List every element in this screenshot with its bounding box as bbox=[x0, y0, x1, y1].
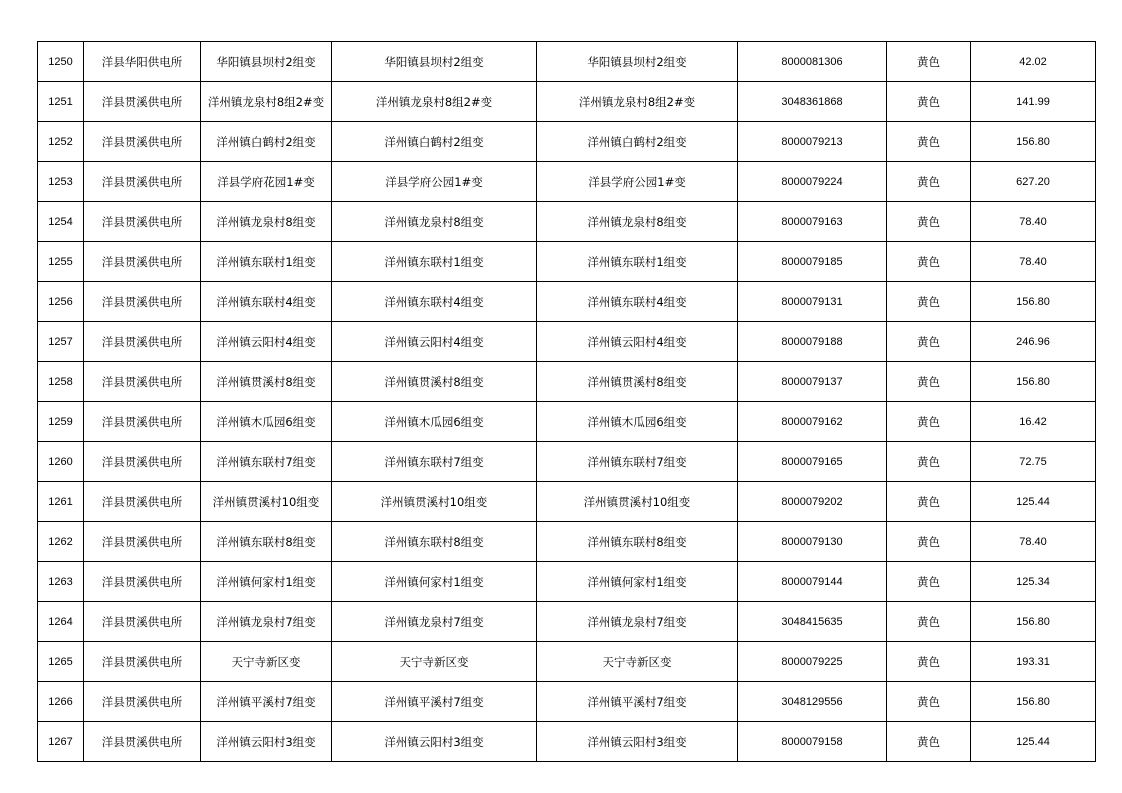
cell-line: 洋州镇何家村1组变 bbox=[332, 562, 537, 602]
cell-station: 洋县贯溪供电所 bbox=[84, 442, 201, 482]
cell-location: 洋州镇东联村7组变 bbox=[537, 442, 738, 482]
table-row bbox=[38, 402, 1096, 442]
cell-value: 193.31 bbox=[971, 642, 1096, 682]
cell-line: 洋州镇白鹤村2组变 bbox=[332, 122, 537, 162]
cell-location: 华阳镇县坝村2组变 bbox=[537, 42, 738, 82]
cell-value: 627.20 bbox=[971, 162, 1096, 202]
cell-location: 洋州镇贯溪村10组变 bbox=[537, 482, 738, 522]
cell-code: 8000079158 bbox=[738, 722, 887, 762]
cell-station: 洋县贯溪供电所 bbox=[84, 642, 201, 682]
cell-value: 246.96 bbox=[971, 322, 1096, 362]
cell-value: 78.40 bbox=[971, 242, 1096, 282]
table-row bbox=[38, 442, 1096, 482]
cell-transformer: 洋州镇平溪村7组变 bbox=[201, 682, 332, 722]
cell-level: 黄色 bbox=[887, 482, 971, 522]
table-row bbox=[38, 42, 1096, 82]
cell-transformer: 洋州镇龙泉村8组2#变 bbox=[201, 82, 332, 122]
cell-level: 黄色 bbox=[887, 562, 971, 602]
cell-seq: 1259 bbox=[38, 402, 84, 442]
cell-line: 洋州镇龙泉村7组变 bbox=[332, 602, 537, 642]
cell-seq: 1263 bbox=[38, 562, 84, 602]
cell-location: 天宁寺新区变 bbox=[537, 642, 738, 682]
cell-level: 黄色 bbox=[887, 722, 971, 762]
table-row bbox=[38, 202, 1096, 242]
cell-code: 8000079137 bbox=[738, 362, 887, 402]
cell-level: 黄色 bbox=[887, 242, 971, 282]
cell-station: 洋县贯溪供电所 bbox=[84, 242, 201, 282]
cell-location: 洋州镇东联村4组变 bbox=[537, 282, 738, 322]
cell-value: 78.40 bbox=[971, 202, 1096, 242]
cell-station: 洋县贯溪供电所 bbox=[84, 82, 201, 122]
cell-code: 8000081306 bbox=[738, 42, 887, 82]
cell-location: 洋州镇东联村8组变 bbox=[537, 522, 738, 562]
table-row bbox=[38, 522, 1096, 562]
table-row bbox=[38, 482, 1096, 522]
cell-station: 洋县贯溪供电所 bbox=[84, 482, 201, 522]
table-row bbox=[38, 642, 1096, 682]
cell-code: 8000079202 bbox=[738, 482, 887, 522]
cell-code: 8000079130 bbox=[738, 522, 887, 562]
cell-transformer: 洋州镇贯溪村8组变 bbox=[201, 362, 332, 402]
cell-seq: 1252 bbox=[38, 122, 84, 162]
cell-level: 黄色 bbox=[887, 162, 971, 202]
cell-line: 天宁寺新区变 bbox=[332, 642, 537, 682]
cell-code: 8000079224 bbox=[738, 162, 887, 202]
cell-transformer: 洋州镇东联村4组变 bbox=[201, 282, 332, 322]
cell-station: 洋县贯溪供电所 bbox=[84, 562, 201, 602]
cell-level: 黄色 bbox=[887, 602, 971, 642]
cell-code: 8000079213 bbox=[738, 122, 887, 162]
cell-value: 156.80 bbox=[971, 122, 1096, 162]
cell-station: 洋县贯溪供电所 bbox=[84, 322, 201, 362]
cell-location: 洋州镇云阳村3组变 bbox=[537, 722, 738, 762]
cell-seq: 1265 bbox=[38, 642, 84, 682]
cell-station: 洋县贯溪供电所 bbox=[84, 682, 201, 722]
cell-code: 8000079185 bbox=[738, 242, 887, 282]
cell-seq: 1258 bbox=[38, 362, 84, 402]
cell-line: 洋州镇东联村4组变 bbox=[332, 282, 537, 322]
cell-location: 洋州镇龙泉村8组变 bbox=[537, 202, 738, 242]
table-row bbox=[38, 682, 1096, 722]
cell-code: 3048415635 bbox=[738, 602, 887, 642]
cell-seq: 1253 bbox=[38, 162, 84, 202]
cell-station: 洋县贯溪供电所 bbox=[84, 402, 201, 442]
cell-station: 洋县贯溪供电所 bbox=[84, 162, 201, 202]
cell-level: 黄色 bbox=[887, 82, 971, 122]
cell-line: 洋州镇贯溪村10组变 bbox=[332, 482, 537, 522]
cell-seq: 1251 bbox=[38, 82, 84, 122]
cell-code: 8000079165 bbox=[738, 442, 887, 482]
cell-location: 洋州镇平溪村7组变 bbox=[537, 682, 738, 722]
cell-level: 黄色 bbox=[887, 42, 971, 82]
cell-location: 洋县学府公园1#变 bbox=[537, 162, 738, 202]
table-row bbox=[38, 162, 1096, 202]
table-row bbox=[38, 322, 1096, 362]
table-row bbox=[38, 242, 1096, 282]
cell-station: 洋县贯溪供电所 bbox=[84, 722, 201, 762]
cell-seq: 1254 bbox=[38, 202, 84, 242]
cell-value: 125.44 bbox=[971, 722, 1096, 762]
cell-transformer: 洋州镇白鹤村2组变 bbox=[201, 122, 332, 162]
cell-line: 洋州镇东联村8组变 bbox=[332, 522, 537, 562]
cell-value: 72.75 bbox=[971, 442, 1096, 482]
cell-code: 3048129556 bbox=[738, 682, 887, 722]
cell-line: 洋州镇龙泉村8组2#变 bbox=[332, 82, 537, 122]
cell-level: 黄色 bbox=[887, 442, 971, 482]
cell-level: 黄色 bbox=[887, 642, 971, 682]
cell-value: 42.02 bbox=[971, 42, 1096, 82]
cell-seq: 1250 bbox=[38, 42, 84, 82]
cell-code: 8000079225 bbox=[738, 642, 887, 682]
cell-seq: 1260 bbox=[38, 442, 84, 482]
cell-code: 8000079163 bbox=[738, 202, 887, 242]
cell-station: 洋县贯溪供电所 bbox=[84, 282, 201, 322]
cell-transformer: 华阳镇县坝村2组变 bbox=[201, 42, 332, 82]
cell-seq: 1262 bbox=[38, 522, 84, 562]
table-row bbox=[38, 602, 1096, 642]
cell-transformer: 天宁寺新区变 bbox=[201, 642, 332, 682]
cell-location: 洋州镇云阳村4组变 bbox=[537, 322, 738, 362]
cell-value: 156.80 bbox=[971, 362, 1096, 402]
cell-transformer: 洋县学府花园1#变 bbox=[201, 162, 332, 202]
cell-line: 洋州镇东联村1组变 bbox=[332, 242, 537, 282]
cell-transformer: 洋州镇龙泉村8组变 bbox=[201, 202, 332, 242]
cell-station: 洋县贯溪供电所 bbox=[84, 122, 201, 162]
cell-line: 洋州镇云阳村3组变 bbox=[332, 722, 537, 762]
cell-line: 洋州镇龙泉村8组变 bbox=[332, 202, 537, 242]
cell-seq: 1261 bbox=[38, 482, 84, 522]
cell-level: 黄色 bbox=[887, 402, 971, 442]
cell-location: 洋州镇龙泉村8组2#变 bbox=[537, 82, 738, 122]
cell-code: 8000079131 bbox=[738, 282, 887, 322]
cell-code: 8000079162 bbox=[738, 402, 887, 442]
cell-level: 黄色 bbox=[887, 202, 971, 242]
cell-location: 洋州镇木瓜园6组变 bbox=[537, 402, 738, 442]
data-table bbox=[37, 41, 1096, 762]
cell-value: 16.42 bbox=[971, 402, 1096, 442]
cell-seq: 1267 bbox=[38, 722, 84, 762]
table-row bbox=[38, 362, 1096, 402]
cell-transformer: 洋州镇东联村1组变 bbox=[201, 242, 332, 282]
cell-value: 125.34 bbox=[971, 562, 1096, 602]
cell-value: 125.44 bbox=[971, 482, 1096, 522]
cell-line: 洋州镇东联村7组变 bbox=[332, 442, 537, 482]
table-row bbox=[38, 722, 1096, 762]
table-row bbox=[38, 82, 1096, 122]
cell-transformer: 洋州镇东联村8组变 bbox=[201, 522, 332, 562]
cell-location: 洋州镇何家村1组变 bbox=[537, 562, 738, 602]
cell-line: 洋州镇云阳村4组变 bbox=[332, 322, 537, 362]
cell-level: 黄色 bbox=[887, 522, 971, 562]
cell-level: 黄色 bbox=[887, 282, 971, 322]
cell-level: 黄色 bbox=[887, 362, 971, 402]
cell-station: 洋县华阳供电所 bbox=[84, 42, 201, 82]
cell-level: 黄色 bbox=[887, 682, 971, 722]
cell-transformer: 洋州镇木瓜园6组变 bbox=[201, 402, 332, 442]
table-row bbox=[38, 562, 1096, 602]
cell-line: 洋州镇贯溪村8组变 bbox=[332, 362, 537, 402]
cell-location: 洋州镇龙泉村7组变 bbox=[537, 602, 738, 642]
cell-line: 洋县学府公园1#变 bbox=[332, 162, 537, 202]
cell-transformer: 洋州镇东联村7组变 bbox=[201, 442, 332, 482]
cell-station: 洋县贯溪供电所 bbox=[84, 202, 201, 242]
cell-line: 洋州镇平溪村7组变 bbox=[332, 682, 537, 722]
cell-location: 洋州镇东联村1组变 bbox=[537, 242, 738, 282]
table-row bbox=[38, 122, 1096, 162]
cell-transformer: 洋州镇贯溪村10组变 bbox=[201, 482, 332, 522]
cell-code: 8000079144 bbox=[738, 562, 887, 602]
cell-seq: 1255 bbox=[38, 242, 84, 282]
cell-line: 华阳镇县坝村2组变 bbox=[332, 42, 537, 82]
cell-value: 156.80 bbox=[971, 282, 1096, 322]
cell-transformer: 洋州镇云阳村4组变 bbox=[201, 322, 332, 362]
cell-location: 洋州镇白鹤村2组变 bbox=[537, 122, 738, 162]
cell-value: 156.80 bbox=[971, 602, 1096, 642]
cell-transformer: 洋州镇何家村1组变 bbox=[201, 562, 332, 602]
cell-seq: 1264 bbox=[38, 602, 84, 642]
cell-value: 78.40 bbox=[971, 522, 1096, 562]
cell-code: 3048361868 bbox=[738, 82, 887, 122]
table-body bbox=[38, 42, 1096, 762]
cell-code: 8000079188 bbox=[738, 322, 887, 362]
cell-location: 洋州镇贯溪村8组变 bbox=[537, 362, 738, 402]
cell-line: 洋州镇木瓜园6组变 bbox=[332, 402, 537, 442]
cell-value: 156.80 bbox=[971, 682, 1096, 722]
cell-seq: 1266 bbox=[38, 682, 84, 722]
cell-level: 黄色 bbox=[887, 122, 971, 162]
cell-value: 141.99 bbox=[971, 82, 1096, 122]
cell-level: 黄色 bbox=[887, 322, 971, 362]
table-row bbox=[38, 282, 1096, 322]
cell-station: 洋县贯溪供电所 bbox=[84, 362, 201, 402]
cell-seq: 1257 bbox=[38, 322, 84, 362]
cell-transformer: 洋州镇龙泉村7组变 bbox=[201, 602, 332, 642]
cell-station: 洋县贯溪供电所 bbox=[84, 602, 201, 642]
cell-transformer: 洋州镇云阳村3组变 bbox=[201, 722, 332, 762]
cell-station: 洋县贯溪供电所 bbox=[84, 522, 201, 562]
cell-seq: 1256 bbox=[38, 282, 84, 322]
